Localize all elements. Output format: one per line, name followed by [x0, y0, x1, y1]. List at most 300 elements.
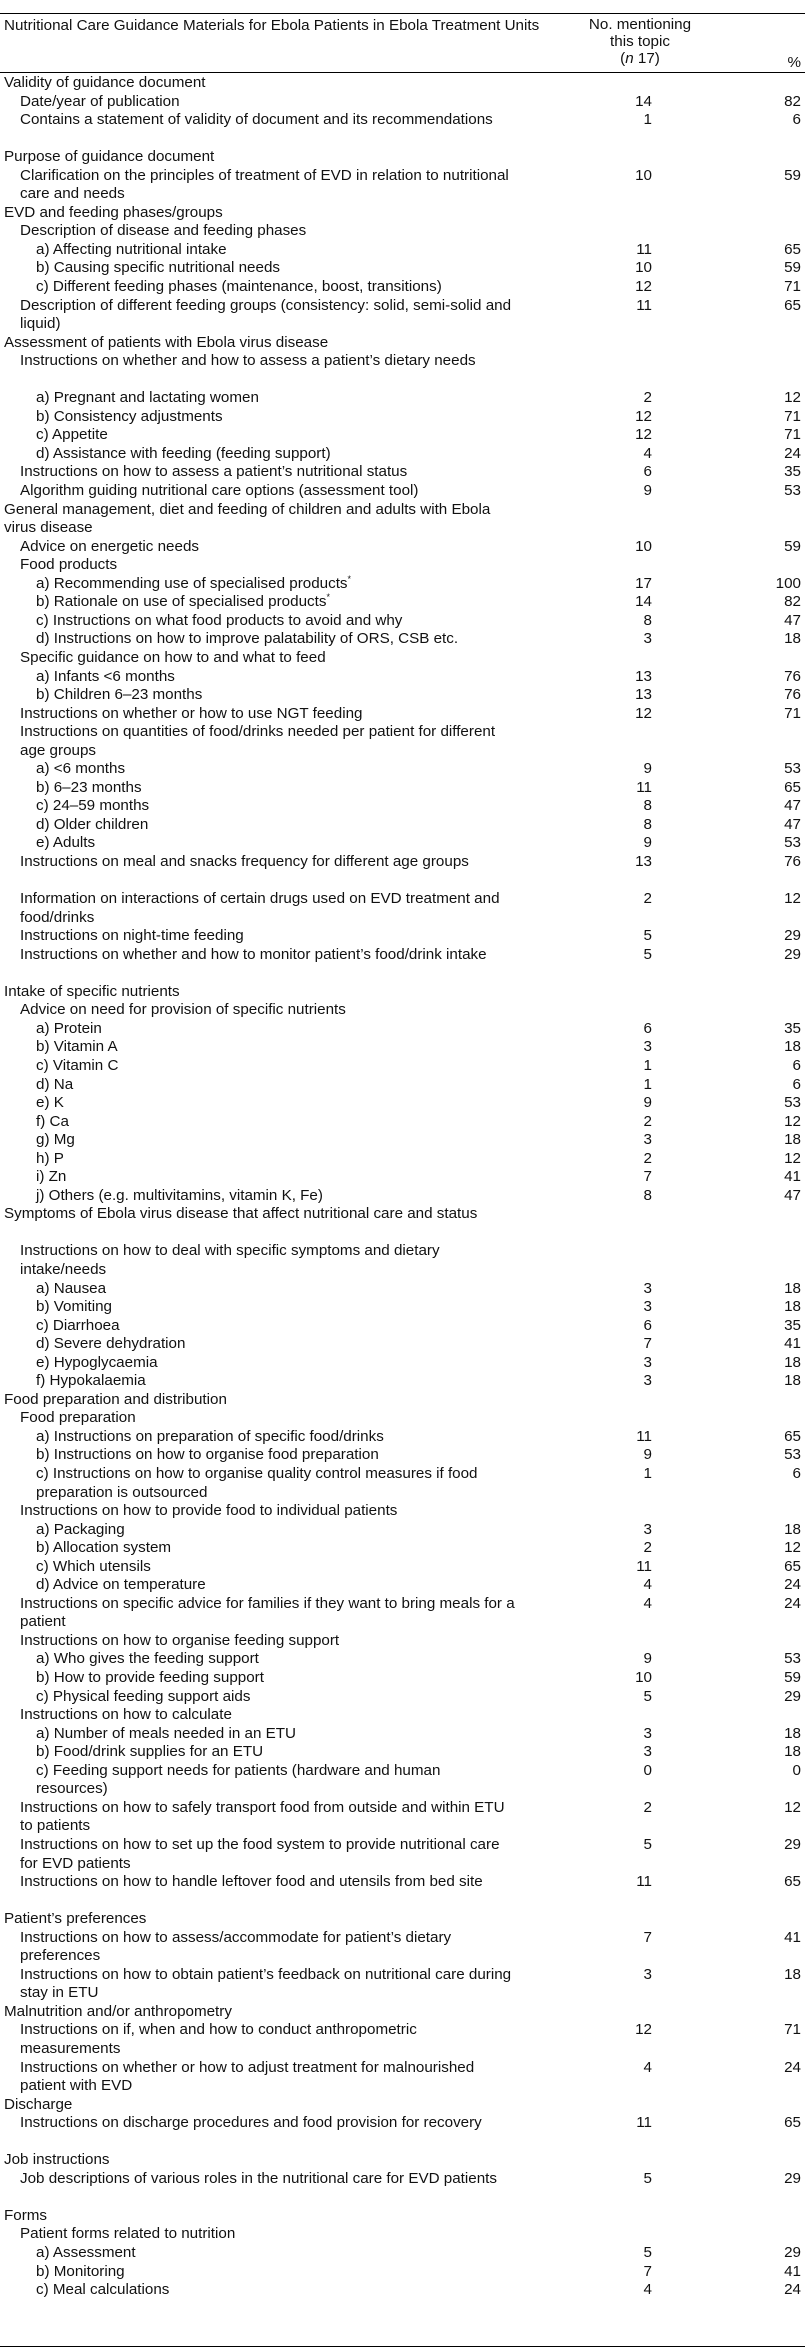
row-label: Specific guidance on how to and what to feed [20, 648, 326, 666]
row-label: Discharge [4, 2095, 73, 2113]
row-label: b) Children 6–23 months [36, 686, 203, 704]
percent-cell: 24 [784, 1576, 801, 1594]
percent-cell: 53 [784, 1650, 801, 1668]
row-label: Job instructions [4, 2151, 110, 2169]
count-cell: 2 [643, 389, 652, 407]
section-heading-row [0, 983, 805, 1002]
table-row [0, 1521, 805, 1540]
percent-cell: 59 [784, 537, 801, 555]
table-row [0, 2244, 805, 2263]
table-row [0, 1595, 805, 1632]
percent-cell: 41 [784, 1928, 801, 1946]
table-row [0, 1298, 805, 1317]
table-title: Nutritional Care Guidance Materials for Ebola Patients in Ebola Treatment Units [4, 17, 540, 34]
percent-cell: 100 [775, 574, 801, 592]
count-cell: 2 [643, 1539, 652, 1557]
count-cell: 1 [643, 1465, 652, 1483]
percent-cell: 18 [784, 1965, 801, 1983]
table-row [0, 1001, 805, 1020]
percent-cell: 47 [784, 611, 801, 629]
count-cell: 1 [643, 111, 652, 129]
percent-cell: 59 [784, 166, 801, 184]
percent-cell: 0 [792, 1761, 801, 1779]
count-cell: 11 [636, 2114, 652, 2132]
percent-cell: 29 [784, 2243, 801, 2261]
count-cell: 10 [635, 537, 652, 555]
table-row [0, 111, 805, 148]
row-label: c) 24–59 months [36, 797, 150, 815]
row-label: b) How to provide feeding support [36, 1669, 264, 1687]
row-label: Patient’s preferences [4, 1910, 147, 1928]
count-cell: 2 [643, 1149, 652, 1167]
row-label: Instructions on meal and snacks frequency for different age groups [20, 852, 469, 870]
count-cell: 5 [643, 1835, 652, 1853]
table-row [0, 1446, 805, 1465]
row-label: General management, diet and feeding of children and adults with Ebola virus disease [4, 500, 491, 537]
row-label: Advice on need for provision of specific nutrients [20, 1001, 346, 1019]
percent-cell: 18 [784, 1038, 801, 1056]
row-label: Food preparation and distribution [4, 1390, 227, 1408]
percent-cell: 18 [784, 1131, 801, 1149]
table-row [0, 1409, 805, 1428]
count-cell: 13 [635, 686, 652, 704]
percent-cell: 53 [784, 834, 801, 852]
row-label: Information on interactions of certain drugs used on EVD treatment and food/drinks [20, 890, 500, 926]
table-row [0, 593, 805, 612]
percent-cell: 65 [784, 1873, 801, 1891]
percent-cell: 18 [784, 1279, 801, 1297]
count-cell: 11 [636, 240, 652, 258]
table-row [0, 1725, 805, 1744]
table-row [0, 668, 805, 687]
table-row [0, 1168, 805, 1187]
row-label: Instructions on how to organise feeding support [20, 1631, 340, 1649]
table-row [0, 1335, 805, 1354]
percent-cell: 47 [784, 815, 801, 833]
table-row [0, 1502, 805, 1521]
row-label: h) P [36, 1149, 64, 1167]
table-row [0, 1706, 805, 1725]
table-row [0, 1836, 805, 1873]
count-cell: 5 [643, 1687, 652, 1705]
percent-cell: 12 [784, 1798, 801, 1816]
count-cell: 1 [643, 1075, 652, 1093]
percent-cell: 18 [784, 1743, 801, 1761]
row-label: a) Affecting nutritional intake [36, 240, 227, 258]
percent-cell: 53 [784, 760, 801, 778]
table-row [0, 1113, 805, 1132]
count-cell: 3 [643, 1353, 652, 1371]
row-label: Date/year of publication [20, 92, 180, 110]
table-row [0, 760, 805, 779]
table-row [0, 1465, 805, 1502]
table-row [0, 1057, 805, 1076]
row-label: Food preparation [20, 1409, 136, 1427]
table-row [0, 649, 805, 668]
count-cell: 7 [643, 1168, 652, 1186]
section-heading-row [0, 1910, 805, 1929]
row-label: a) Number of meals needed in an ETU [36, 1724, 297, 1742]
row-label: a) Instructions on preparation of specific food/drinks [36, 1427, 384, 1445]
table-row [0, 1576, 805, 1595]
percent-cell: 41 [784, 2262, 801, 2280]
row-label: Instructions on whether or how to use NGT feeding [20, 704, 363, 722]
count-cell: 12 [635, 2021, 652, 2039]
row-label: b) Allocation system [36, 1539, 172, 1557]
table-row [0, 93, 805, 112]
table-row [0, 352, 805, 389]
section-heading-row [0, 2151, 805, 2170]
table-row [0, 556, 805, 575]
percent-cell: 12 [784, 1149, 801, 1167]
row-label: Instructions on night-time feeding [20, 927, 244, 945]
percent-cell: 76 [784, 686, 801, 704]
table-row [0, 816, 805, 835]
row-label: c) Appetite [36, 426, 108, 444]
percent-cell: 18 [784, 1372, 801, 1390]
count-cell: 10 [635, 259, 652, 277]
row-label: d) Advice on temperature [36, 1576, 206, 1594]
table-row [0, 389, 805, 408]
percent-cell: 41 [784, 1168, 801, 1186]
row-label: Instructions on how to calculate [20, 1706, 232, 1724]
table-row [0, 1317, 805, 1336]
table-row [0, 2263, 805, 2282]
count-cell: 13 [635, 852, 652, 870]
table-row [0, 853, 805, 890]
count-cell: 10 [635, 1669, 652, 1687]
percent-cell: 18 [784, 1353, 801, 1371]
row-label: Intake of specific nutrients [4, 982, 180, 1000]
percent-cell: 47 [784, 797, 801, 815]
count-cell: 4 [643, 2281, 652, 2299]
percent-cell: 41 [784, 1335, 801, 1353]
count-cell: 9 [643, 482, 652, 500]
table-row [0, 612, 805, 631]
percent-cell: 12 [784, 1539, 801, 1557]
table-row [0, 482, 805, 501]
row-label: b) Causing specific nutritional needs [36, 259, 280, 277]
table-row [0, 222, 805, 241]
count-cell: 9 [643, 1650, 652, 1668]
row-label: d) Assistance with feeding (feeding support) [36, 444, 331, 462]
count-column-header [565, 16, 715, 67]
section-heading-row [0, 1391, 805, 1410]
count-cell: 2 [643, 1112, 652, 1130]
row-label: Assessment of patients with Ebola virus disease [4, 333, 329, 351]
count-cell: 8 [643, 611, 652, 629]
table-row [0, 297, 805, 334]
row-label: a) Packaging [36, 1520, 125, 1538]
section-heading-row [0, 1205, 805, 1242]
count-cell: 12 [635, 278, 652, 296]
count-cell: 2 [643, 1798, 652, 1816]
row-label: b) Instructions on how to organise food preparation [36, 1446, 379, 1464]
count-cell: 7 [643, 1335, 652, 1353]
row-label: Instructions on whether and how to monitor patient’s food/drink intake [20, 945, 487, 963]
row-label: b) Vomiting [36, 1298, 112, 1316]
percent-cell: 35 [784, 1316, 801, 1334]
table-body [0, 74, 805, 2300]
table-row [0, 779, 805, 798]
percent-cell: 29 [784, 945, 801, 963]
row-label: f) Ca [36, 1112, 69, 1130]
row-label: Instructions on whether or how to adjust treatment for malnourished patient with EVD [20, 2058, 475, 2095]
row-label: c) Instructions on how to organise quality control measures if food preparation is outsourced [36, 1465, 478, 1501]
row-label: a) <6 months [36, 760, 126, 778]
percent-cell: 24 [784, 444, 801, 462]
row-label: c) Which utensils [36, 1557, 151, 1575]
percent-cell: 59 [784, 259, 801, 277]
percent-cell: 18 [784, 1724, 801, 1742]
count-cell: 4 [643, 444, 652, 462]
row-label: d) Na [36, 1075, 74, 1093]
row-label: d) Older children [36, 815, 149, 833]
table-row [0, 167, 805, 204]
section-heading-row [0, 2003, 805, 2022]
count-cell: 5 [643, 2243, 652, 2261]
count-cell: 3 [643, 1131, 652, 1149]
percent-cell: 6 [792, 1056, 801, 1074]
percent-cell: 65 [784, 1427, 801, 1445]
row-label: b) Rationale on use of specialised products* [36, 592, 330, 611]
percent-cell: 18 [784, 1298, 801, 1316]
count-cell: 3 [643, 1298, 652, 1316]
count-cell: 1 [643, 1056, 652, 1074]
row-label: Patient forms related to nutrition [20, 2225, 236, 2243]
row-label: e) Hypoglycaemia [36, 1353, 158, 1371]
percent-cell: 47 [784, 1186, 801, 1204]
row-label: b) Vitamin A [36, 1038, 118, 1056]
table-row [0, 1873, 805, 1910]
count-cell: 14 [635, 92, 652, 110]
row-label: Validity of guidance document [4, 74, 206, 91]
count-cell: 11 [636, 1427, 652, 1445]
table-row [0, 1076, 805, 1095]
count-cell: 3 [643, 1279, 652, 1297]
table-row [0, 1650, 805, 1669]
count-cell: 9 [643, 1446, 652, 1464]
table-row [0, 1150, 805, 1169]
count-cell: 4 [643, 1594, 652, 1612]
row-label: a) Who gives the feeding support [36, 1650, 259, 1668]
row-label: Forms [4, 2206, 48, 2224]
row-label: Food products [20, 556, 118, 574]
percent-cell: 71 [784, 407, 801, 425]
section-heading-row [0, 74, 805, 93]
percent-cell: 12 [784, 890, 801, 908]
table-row [0, 2059, 805, 2096]
count-cell: 14 [635, 593, 652, 611]
table-row [0, 259, 805, 278]
percent-cell: 71 [784, 426, 801, 444]
row-label: Instructions on whether and how to assess a patient’s dietary needs [20, 352, 476, 370]
count-cell: 3 [643, 1372, 652, 1390]
table-row [0, 1038, 805, 1057]
row-label: c) Physical feeding support aids [36, 1687, 251, 1705]
table-row [0, 686, 805, 705]
percent-cell: 29 [784, 927, 801, 945]
percent-cell: 12 [784, 389, 801, 407]
table-row [0, 538, 805, 557]
count-cell: 3 [643, 1743, 652, 1761]
table-row [0, 834, 805, 853]
count-cell: 3 [643, 1038, 652, 1056]
percent-cell: 6 [792, 1075, 801, 1093]
table-row [0, 1929, 805, 1966]
row-label: a) Nausea [36, 1279, 107, 1297]
row-label: a) Infants <6 months [36, 667, 175, 685]
count-cell: 7 [643, 1928, 652, 1946]
table-row [0, 2170, 805, 2207]
table-row [0, 1094, 805, 1113]
count-cell: 12 [635, 426, 652, 444]
percent-cell: 53 [784, 1094, 801, 1112]
percent-cell: 35 [784, 1019, 801, 1037]
section-heading-row [0, 334, 805, 353]
table-row [0, 575, 805, 594]
table-row [0, 1558, 805, 1577]
count-cell: 11 [636, 296, 652, 314]
row-label: Description of different feeding groups (consistency: solid, semi-solid and liquid) [20, 296, 512, 333]
section-heading-row [0, 2096, 805, 2115]
row-label: c) Diarrhoea [36, 1316, 120, 1334]
table-row [0, 927, 805, 946]
count-cell: 12 [635, 407, 652, 425]
row-label: Instructions on quantities of food/drinks needed per patient for different age groups [20, 723, 496, 759]
table-row [0, 705, 805, 724]
row-label: Instructions on how to deal with specific symptoms and dietary intake/needs [20, 1242, 440, 1278]
count-cell: 9 [643, 1094, 652, 1112]
table-row [0, 445, 805, 464]
row-label: c) Different feeding phases (maintenance, boost, transitions) [36, 278, 442, 296]
table-row [0, 1280, 805, 1299]
section-heading-row [0, 204, 805, 223]
count-cell: 9 [643, 760, 652, 778]
section-heading-row [0, 148, 805, 167]
percent-cell: 59 [784, 1669, 801, 1687]
count-cell: 6 [643, 1019, 652, 1037]
row-label: f) Hypokalaemia [36, 1372, 146, 1390]
row-label: b) 6–23 months [36, 778, 142, 796]
row-label: Instructions on how to handle leftover food and utensils from bed site [20, 1873, 483, 1891]
table-row [0, 426, 805, 445]
row-label: Advice on energetic needs [20, 537, 199, 555]
table-row [0, 1966, 805, 2003]
row-label: Instructions on discharge procedures and food provision for recovery [20, 2114, 482, 2132]
row-label: i) Zn [36, 1168, 67, 1186]
count-cell: 11 [636, 1557, 652, 1575]
row-label: a) Pregnant and lactating women [36, 389, 259, 407]
row-label: Clarification on the principles of treatment of EVD in relation to nutritional care and needs [20, 166, 509, 203]
row-label: b) Monitoring [36, 2262, 125, 2280]
table-row [0, 278, 805, 297]
table-row [0, 1428, 805, 1447]
footnote-marker: * [347, 573, 352, 584]
count-cell: 3 [643, 1965, 652, 1983]
percent-cell: 18 [784, 1520, 801, 1538]
row-label: Instructions on how to assess/accommodate for patient’s dietary preferences [20, 1928, 452, 1965]
table-row [0, 1743, 805, 1762]
footnote-marker: * [326, 592, 330, 603]
count-cell: 3 [643, 1724, 652, 1742]
count-cell: 10 [635, 166, 652, 184]
row-label: Purpose of guidance document [4, 148, 215, 166]
count-header-line1: No. mentioning [588, 16, 692, 33]
count-cell: 4 [643, 2058, 652, 2076]
count-cell: 0 [643, 1761, 652, 1779]
table-bottom-rule [0, 2346, 805, 2347]
table-row [0, 463, 805, 482]
table-row [0, 1688, 805, 1707]
row-label: c) Meal calculations [36, 2281, 170, 2299]
row-label: Instructions on how to set up the food system to provide nutritional care for EVD patients [20, 1835, 500, 1872]
percent-cell: 35 [784, 463, 801, 481]
row-label: Instructions on how to assess a patient’s nutritional status [20, 463, 408, 481]
percent-cell: 53 [784, 1446, 801, 1464]
row-label: Instructions on how to obtain patient’s feedback on nutritional care during stay in ETU [20, 1965, 512, 2002]
percent-cell: 65 [784, 240, 801, 258]
row-label: Contains a statement of validity of document and its recommendations [20, 111, 493, 129]
table-row [0, 2114, 805, 2151]
percent-cell: 6 [792, 111, 801, 129]
count-cell: 12 [635, 704, 652, 722]
percent-cell: 71 [784, 704, 801, 722]
percent-cell: 24 [784, 1594, 801, 1612]
table-row [0, 2021, 805, 2058]
table-row [0, 1020, 805, 1039]
percent-cell: 12 [784, 1112, 801, 1130]
row-label: a) Protein [36, 1019, 102, 1037]
percent-cell: 71 [784, 278, 801, 296]
row-label: e) K [36, 1094, 64, 1112]
table-row [0, 1669, 805, 1688]
row-label: a) Assessment [36, 2243, 136, 2261]
table-row [0, 1632, 805, 1651]
row-label: EVD and feeding phases/groups [4, 203, 223, 221]
table-row [0, 1799, 805, 1836]
row-label: d) Instructions on how to improve palatability of ORS, CSB etc. [36, 630, 459, 648]
table-row [0, 890, 805, 927]
row-label: Symptoms of Ebola virus disease that affect nutritional care and status [4, 1205, 478, 1223]
count-cell: 5 [643, 945, 652, 963]
percent-cell: 24 [784, 2281, 801, 2299]
count-header-line2: this topic [610, 33, 670, 50]
count-cell: 6 [643, 463, 652, 481]
table-row [0, 1539, 805, 1558]
count-cell: 13 [635, 667, 652, 685]
section-heading-row [0, 2207, 805, 2226]
row-label: b) Consistency adjustments [36, 407, 223, 425]
row-label: Malnutrition and/or anthropometry [4, 2002, 232, 2020]
count-cell: 5 [643, 927, 652, 945]
percent-column-header: % [787, 54, 801, 71]
row-label: b) Food/drink supplies for an ETU [36, 1743, 264, 1761]
row-label: Job descriptions of various roles in the nutritional care for EVD patients [20, 2169, 497, 2187]
count-cell: 9 [643, 834, 652, 852]
count-cell: 8 [643, 1186, 652, 1204]
count-cell: 17 [635, 574, 652, 592]
count-cell: 7 [643, 2262, 652, 2280]
table-row [0, 1762, 805, 1799]
count-cell: 2 [643, 890, 652, 908]
table-row [0, 241, 805, 260]
percent-cell: 65 [784, 2114, 801, 2132]
percent-cell: 18 [784, 630, 801, 648]
table-header [0, 13, 805, 73]
count-cell: 4 [643, 1576, 652, 1594]
row-label: a) Recommending use of specialised products* [36, 573, 352, 592]
